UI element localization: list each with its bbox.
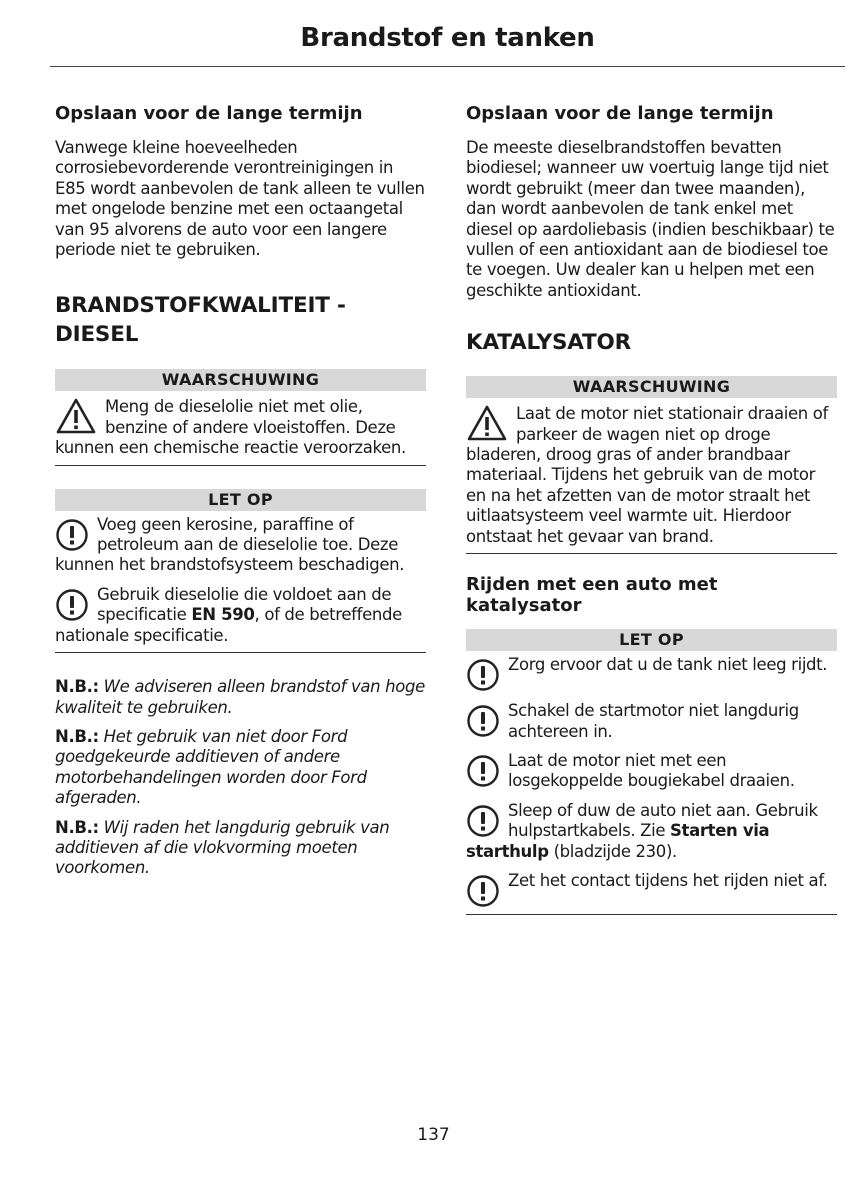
left-warning-note — [55, 397, 426, 458]
right-caution-2-text: Schakel de startmotor niet langdurig achtereen in. — [508, 701, 799, 741]
right-caution-note-1 — [466, 655, 837, 692]
page-number: 137 — [417, 1125, 450, 1145]
right-column — [466, 103, 837, 915]
right-caution-4-pre: Sleep of duw de auto niet aan. Gebruik hulpstartkabels. Zie — [508, 800, 818, 841]
left-caution-note-1 — [55, 515, 426, 576]
caution-circle-icon — [466, 874, 500, 908]
spec-en590: EN 590 — [191, 605, 255, 625]
right-storage-text: De meeste dieselbrandstoffen bevatten biodiesel; wanneer uw voertuig lange tijd niet wordt gebruikt (meer dan twee maanden), dan wordt aanbevolen de tank enkel met diesel op aardoliebasis (indien beschikbaar) te vullen of een antioxidant aan de biodiesel toe te voegen. Uw dealer kan u helpen met een geschikte antioxidant. — [466, 138, 835, 300]
right-caution-5-text: Zet het contact tijdens het rijden niet af. — [508, 870, 828, 890]
right-caution-note-5 — [466, 871, 837, 908]
right-caution-note-4 — [466, 801, 837, 862]
right-caution-3-text: Laat de motor niet met een losgekoppelde bougiekabel draaien. — [508, 750, 795, 791]
fuel-quality-title — [55, 291, 426, 349]
right-warning-bar: WAARSCHUWING — [466, 376, 837, 398]
warning-triangle-icon — [466, 404, 508, 442]
left-caution-2-pre: Gebruik dieselolie die voldoet aan de specificatie — [97, 584, 392, 625]
left-caution-bar: LET OP — [55, 489, 426, 511]
right-caution-note-2 — [466, 701, 837, 742]
nb-label: N.B.: — [55, 726, 99, 746]
catalyst-title: KATALYSATOR — [466, 330, 631, 356]
jump-start-reference: Starten via starthulp — [466, 821, 770, 861]
nb-3-text: Wij raden het langdurig gebruik van additieven af die vlokvorming moeten voorkomen. — [55, 817, 390, 878]
right-warning-text: Laat de motor niet stationair draaien of parkeer de wagen niet op droge bladeren, droog gras of ander brandbaar materiaal. Tijdens het gebruik van de motor en na het afzetten van de motor straalt het uitlaatsysteem veel warmte uit. Hierdoor ontstaat het gevaar van brand. — [466, 404, 828, 546]
nb-label: N.B.: — [55, 817, 99, 837]
left-caution-note-2 — [55, 585, 426, 646]
driving-catalyst-title: Rijden met een auto met katalysator — [466, 574, 718, 617]
nb-note-1 — [55, 677, 426, 718]
page-title: Brandstof en tanken — [300, 23, 595, 53]
nb-label: N.B.: — [55, 677, 99, 697]
nb-1-text: We adviseren alleen brandstof van hoge kwaliteit te gebruiken. — [55, 677, 425, 717]
left-caution-2-post: , of de betreffende nationale specificatie. — [55, 605, 402, 645]
right-warning-note — [466, 404, 837, 547]
right-storage-title: Opslaan voor de lange termijn — [466, 103, 774, 124]
left-column — [55, 103, 426, 879]
caution-circle-icon — [466, 754, 500, 788]
right-caution-bar: LET OP — [466, 629, 837, 651]
right-caution-4-post: (bladzijde 230). — [548, 841, 677, 861]
right-caution-divider — [466, 914, 837, 915]
fuel-quality-title-line1: BRANDSTOFKWALITEIT - — [55, 293, 346, 319]
caution-circle-icon — [466, 804, 500, 838]
nb-note-2 — [55, 727, 426, 809]
left-storage-title: Opslaan voor de lange termijn — [55, 103, 363, 124]
warning-triangle-icon — [55, 397, 97, 435]
page-header — [50, 0, 845, 67]
nb-note-3 — [55, 818, 426, 879]
left-storage-text: Vanwege kleine hoeveelheden corrosiebevorderende verontreinigingen in E85 wordt aanbevolen de tank alleen te vullen met ongelode benzine met een octaangetal van 95 alvorens de auto voor een langere periode niet te gebruiken. — [55, 138, 425, 260]
left-caution-1-text: Voeg geen kerosine, paraffine of petroleum aan de dieselolie toe. Deze kunnen het brandstofsysteem beschadigen. — [55, 514, 405, 575]
left-warning-text: Meng de dieselolie niet met olie, benzine of andere vloeistoffen. Deze kunnen een chemische reactie veroorzaken. — [55, 397, 406, 458]
fuel-quality-title-line2: DIESEL — [55, 322, 139, 348]
caution-circle-icon — [466, 704, 500, 738]
caution-circle-icon — [55, 588, 89, 622]
caution-circle-icon — [466, 658, 500, 692]
caution-circle-icon — [55, 518, 89, 552]
right-caution-note-3 — [466, 751, 837, 792]
nb-2-text: Het gebruik van niet door Ford goedgekeurde additieven of andere motorbehandelingen worden door Ford afgeraden. — [55, 726, 367, 808]
right-caution-1-text: Zorg ervoor dat u de tank niet leeg rijdt. — [508, 655, 828, 675]
left-warning-bar: WAARSCHUWING — [55, 369, 426, 391]
